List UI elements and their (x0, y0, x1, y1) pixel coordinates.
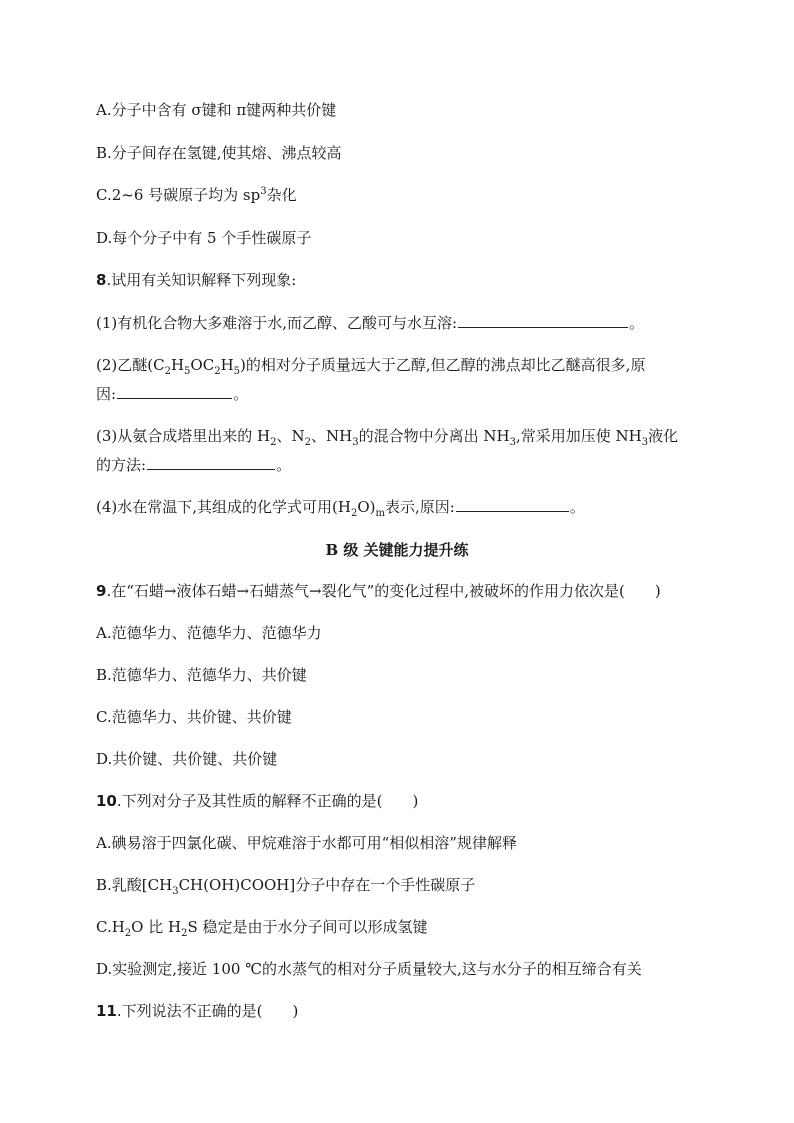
q9-stem: 9.在“石蜡→液体石蜡→石蜡蒸气→裂化气”的变化过程中,被破坏的作用力依次是( ) (96, 582, 661, 600)
q9-option-a: A.范德华力、范德华力、范德华力 (96, 624, 322, 642)
q10-option-d: D.实验测定,接近 100 ℃的水蒸气的相对分子质量较大,这与水分子的相互缔合有关 (96, 960, 642, 978)
q8-part4: (4)水在常温下,其组成的化学式可用$(H_2O)_m$表示,原因: 。 (96, 498, 585, 519)
q7-option-d: D.每个分子中有 5 个手性碳原子 (96, 229, 312, 247)
q10-option-c: $C.H_2O$ 比 $H_2S$ 稳定是由于水分子间可以形成氢键 (96, 918, 428, 939)
q7-option-b: B.分子间存在氢键,使其熔、沸点较高 (96, 144, 342, 162)
q9-option-b: B.范德华力、范德华力、共价键 (96, 666, 307, 684)
q8-stem: 8.试用有关知识解释下列现象: (96, 271, 297, 289)
q10-option-b: B.乳酸$[CH_3CH(OH)COOH]$分子中存在一个手性碳原子 (96, 876, 476, 897)
q9-option-c: C.范德华力、共价键、共价键 (96, 708, 292, 726)
q10-option-a: A.碘易溶于四氯化碳、甲烷难溶于水都可用“相似相溶”规律解释 (96, 834, 517, 852)
section-heading: B 级 关键能力提升练 (325, 541, 469, 559)
q7-option-c: C.2~6 号碳原子均为 $sp^3$杂化 (96, 186, 297, 204)
q11-stem: 11.下列说法不正确的是( ) (96, 1002, 299, 1020)
answer-blank[interactable] (458, 313, 628, 328)
q8-part2-line2: 因: 。 (96, 385, 249, 403)
answer-blank[interactable] (117, 384, 232, 399)
q8-part3-line2: 的方法: 。 (96, 456, 292, 474)
q8-part1: (1)有机化合物大多难溶于水,而乙醇、乙酸可与水互溶: 。 (96, 314, 645, 332)
q8-part3: (3)从氨合成塔里出来的 $H_2$、$N_2$、$NH_3$的混合物中分离出 $NH_3$,常采用加压使 $NH_3$液化 (96, 427, 679, 448)
answer-blank[interactable] (456, 497, 569, 512)
q7-option-a: A.分子中含有 σ键和 π键两种共价键 (96, 101, 337, 119)
q9-option-d: D.共价键、共价键、共价键 (96, 750, 278, 768)
answer-blank[interactable] (147, 455, 275, 470)
q8-part2: (2)乙醚$(C_2H_5OC_2H_5)$的相对分子质量远大于乙醇,但乙醇的沸点却比乙醚高很多,原 (96, 356, 646, 377)
q10-stem: 10.下列对分子及其性质的解释不正确的是( ) (96, 792, 419, 810)
